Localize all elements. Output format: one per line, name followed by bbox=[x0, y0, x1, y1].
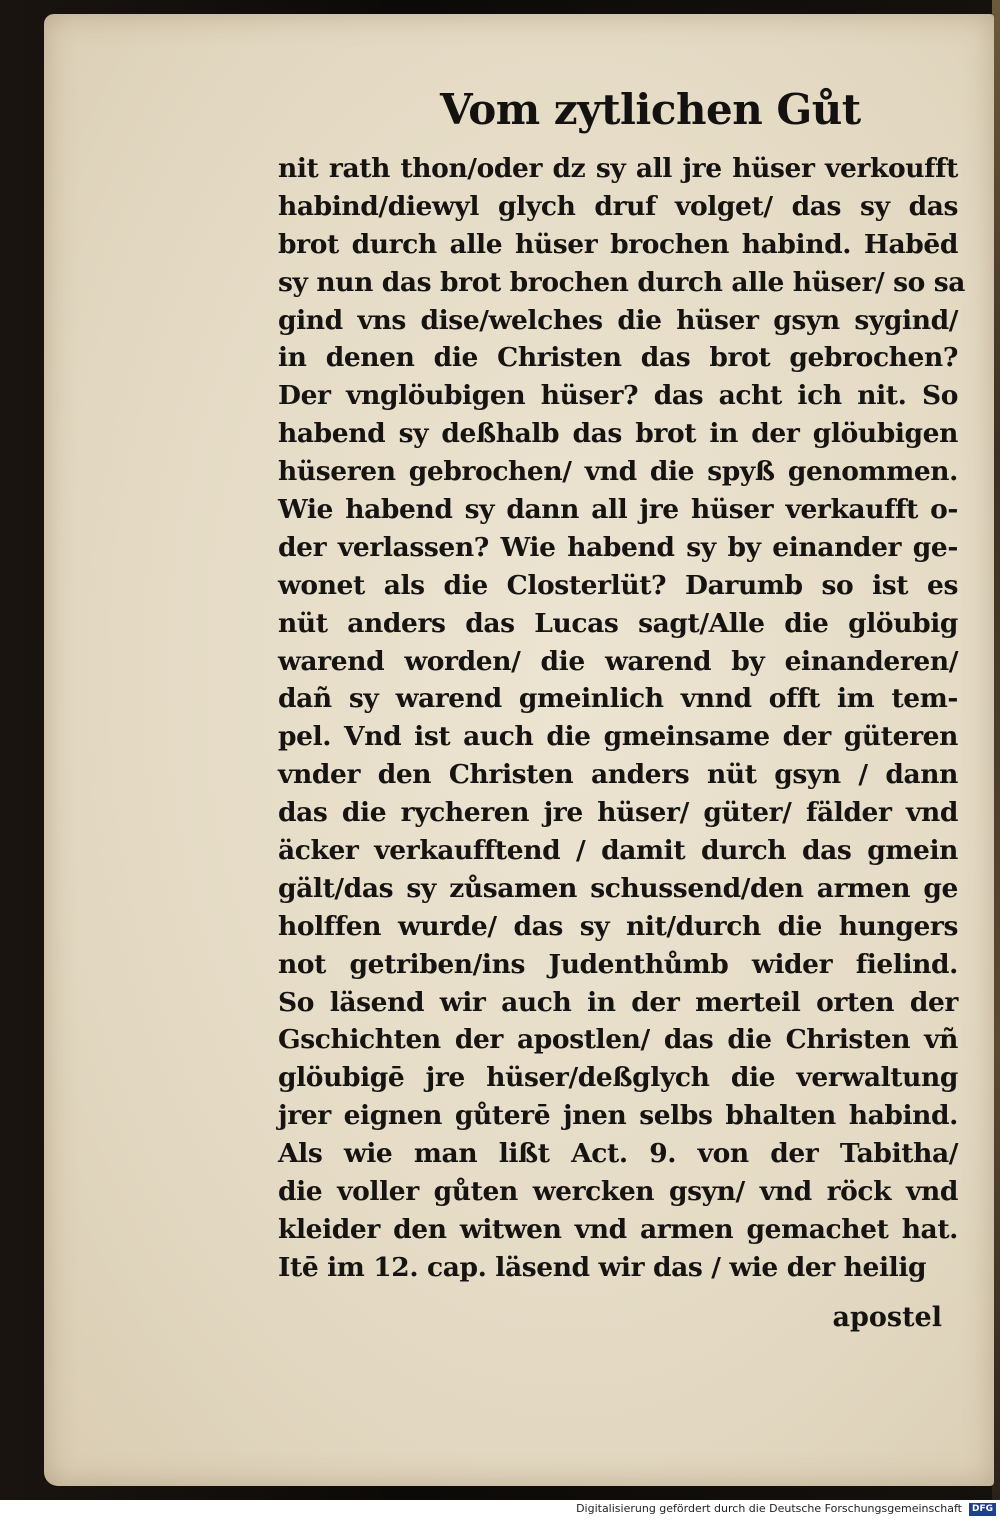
text-line: habend sy deßhalb das brot in der glöubigen bbox=[278, 418, 958, 450]
text-line: nüt anders das Lucas sagt/Alle die glöubig bbox=[278, 607, 958, 639]
text-line: brot durch alle hüser brochen habind. Habēd bbox=[278, 228, 958, 260]
catchword: apostel bbox=[832, 1302, 942, 1333]
text-line: vnder den Christen anders nüt gsyn / dann bbox=[278, 759, 958, 791]
text-line: wonet als die Closterlüt? Darumb so ist es bbox=[278, 569, 958, 601]
text-line: Als wie man lißt Act. 9. von der Tabitha/ bbox=[278, 1138, 958, 1170]
text-line: habind/diewyl glych druf volget/ das sy das bbox=[278, 190, 958, 222]
text-line: Wie habend sy dann all jre hüser verkaufft o- bbox=[278, 494, 958, 526]
text-line: kleider den witwen vnd armen gemachet hat. bbox=[278, 1213, 958, 1245]
text-line: not getriben/ins Judenthůmb wider fielind. bbox=[278, 948, 958, 980]
dfg-logo: DFG bbox=[969, 1503, 996, 1516]
text-line: Gschichten der apostlen/ das die Christen vñ bbox=[278, 1024, 958, 1056]
text-line: jrer eignen gůterē jnen selbs bhalten habind. bbox=[278, 1100, 958, 1132]
text-line: in denen die Christen das brot gebrochen? bbox=[278, 342, 958, 374]
text-line: das die rycheren jre hüser/ güter/ fälder vnd bbox=[278, 797, 958, 829]
funding-credit: Digitalisierung gefördert durch die Deutsche Forschungsgemeinschaft bbox=[576, 1502, 962, 1515]
text-line: äcker verkaufftend / damit durch das gmein bbox=[278, 835, 958, 867]
text-line: sy nun das brot brochen durch alle hüser/ so sa bbox=[278, 266, 966, 298]
text-line: So läsend wir auch in der merteil orten der bbox=[278, 986, 958, 1018]
text-line: hüseren gebrochen/ vnd die spyß genommen. bbox=[278, 456, 958, 488]
body-text bbox=[278, 150, 966, 1287]
text-line: der verlassen? Wie habend sy by einander ge- bbox=[278, 531, 958, 563]
text-line: glöubigē jre hüser/deßglych die verwaltung bbox=[278, 1062, 958, 1094]
text-line: Itē im 12. cap. läsend wir das / wie der heilig bbox=[278, 1251, 927, 1283]
text-line: die voller gůten wercken gsyn/ vnd röck vnd bbox=[278, 1176, 958, 1208]
text-line: gind vns dise/welches die hüser gsyn sygind/ bbox=[278, 304, 958, 336]
text-line: gält/das sy zůsamen schussend/den armen ge bbox=[278, 872, 958, 904]
footer-bar bbox=[0, 1500, 1000, 1520]
text-line: holffen wurde/ das sy nit/durch die hungers bbox=[278, 910, 958, 942]
text-line: warend worden/ die warend by einanderen/ bbox=[278, 645, 958, 677]
text-line: nit rath thon/oder dz sy all jre hüser verkoufft bbox=[278, 153, 958, 184]
running-head: Vom zytlichen Gůt bbox=[440, 85, 861, 134]
text-line: pel. Vnd ist auch die gmeinsame der güteren bbox=[278, 721, 958, 753]
text-line: dañ sy warend gmeinlich vnnd offt im tem- bbox=[278, 683, 958, 715]
text-line: Der vnglöubigen hüser? das acht ich nit. So bbox=[278, 380, 958, 412]
